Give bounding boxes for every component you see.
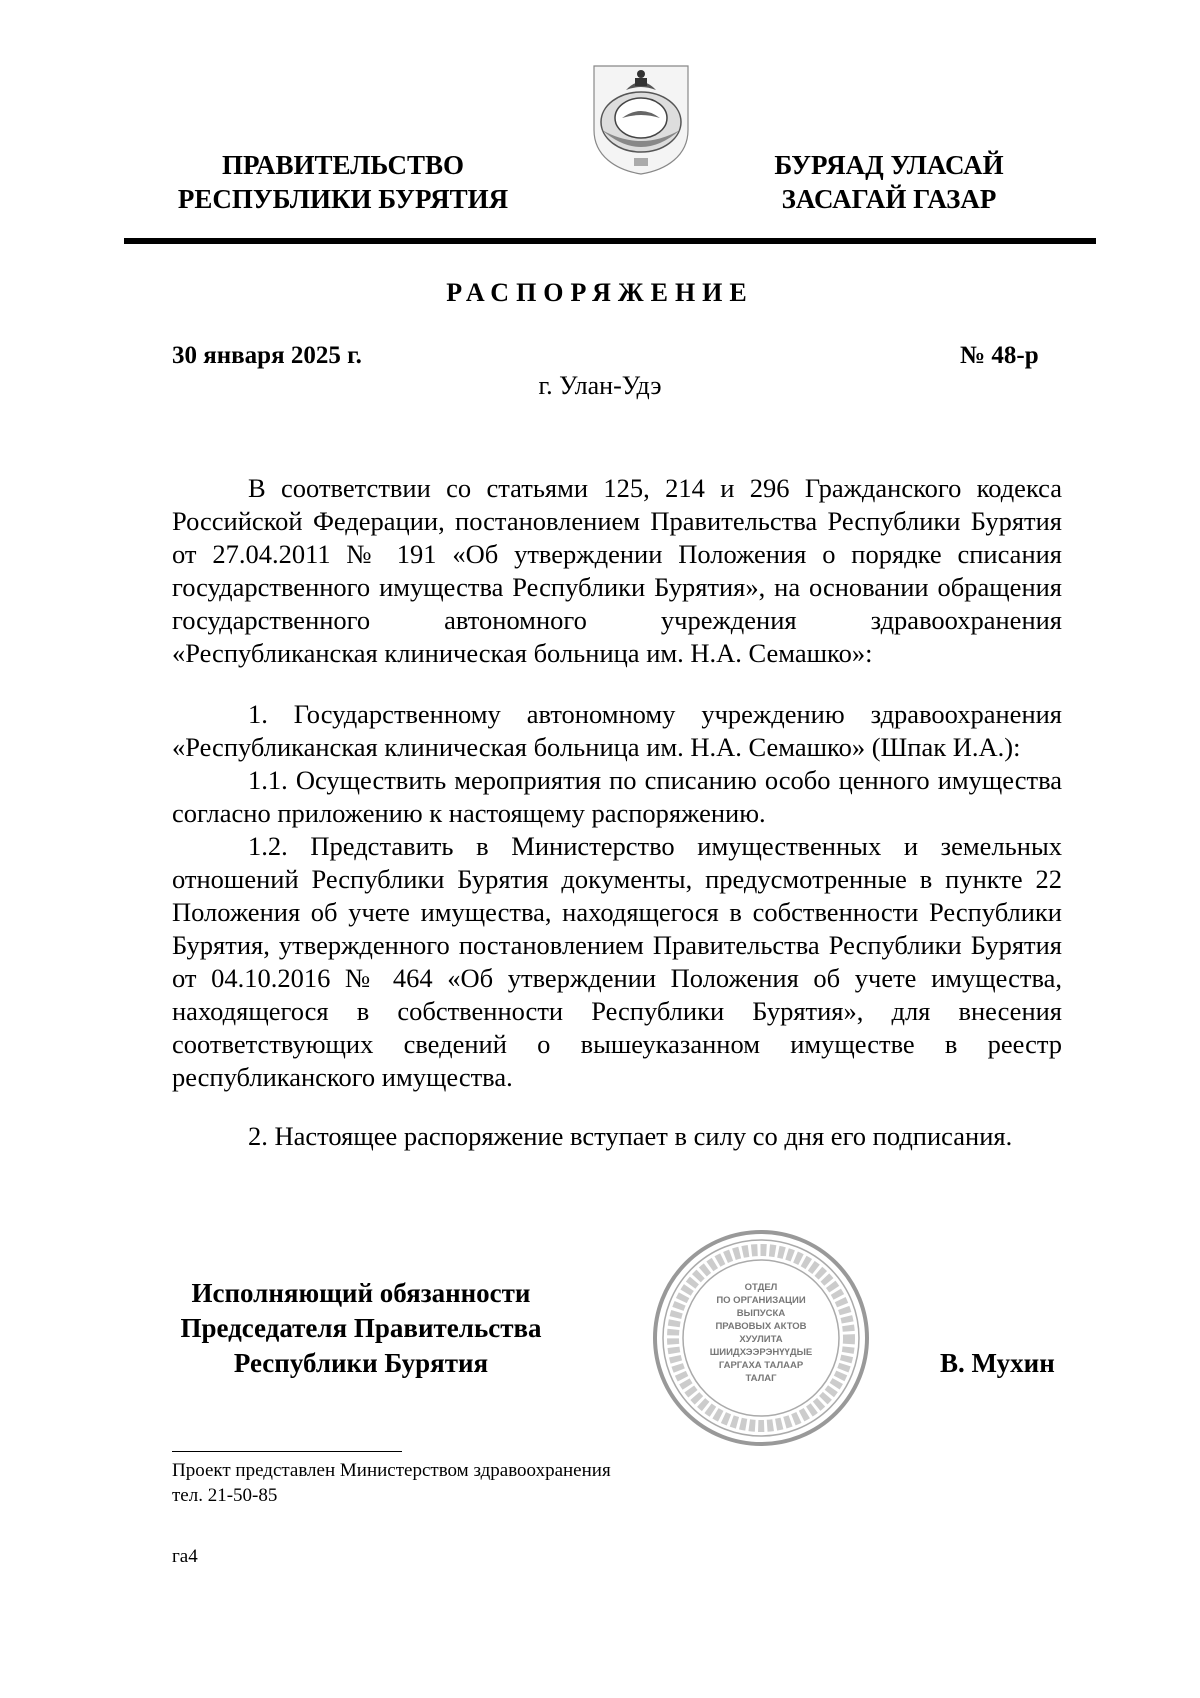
header-left bbox=[158, 148, 528, 216]
item-1-1: 1.1. Осуществить мероприятия по списанию особо ценного имущества согласно приложению к настоящему распоряжению. bbox=[172, 765, 1062, 828]
official-stamp bbox=[651, 1227, 871, 1449]
coat-of-arms-emblem bbox=[586, 60, 696, 176]
signatory-position-line3: Республики Бурятия bbox=[233, 1348, 489, 1378]
header-right-line1: БУРЯАД УЛАСАЙ bbox=[774, 150, 1004, 180]
preamble bbox=[172, 472, 1062, 670]
header-divider bbox=[124, 238, 1096, 244]
footer-divider bbox=[172, 1451, 402, 1452]
header-right-line2: ЗАСАГАЙ ГАЗАР bbox=[781, 184, 997, 214]
signatory-position-line1: Исполняющий обязанности bbox=[191, 1278, 531, 1308]
header-left-line1: ПРАВИТЕЛЬСТВО bbox=[221, 150, 465, 180]
signatory-position-line2: Председателя Правительства bbox=[180, 1313, 542, 1343]
document-city: г. Улан-Удэ bbox=[538, 371, 662, 400]
footer-prepared-by: Проект представлен Министерством здравоохранения bbox=[172, 1460, 611, 1481]
signatory-position bbox=[166, 1276, 556, 1381]
document-title: РАСПОРЯЖЕНИЕ bbox=[446, 278, 754, 307]
stamp-center-text: ОТДЕЛ ПО ОРГАНИЗАЦИИ ВЫПУСКА ПРАВОВЫХ АКТОВ ХУУЛИТА ШИИДХЭЭРЭНҮҮДЫЕ ГАРГАХА ТАЛААР ТАЛАГ bbox=[709, 1282, 813, 1384]
preamble-text: В соответствии со статьями 125, 214 и 296 Гражданского кодекса Российской Федерации, постановлением Правительства Республики Бурятия от 27.04.2011 № 191 «Об утверждении Положения о порядке списания государственного имущества Республики Бурятия», на основании обращения государственного автономного учреждения здравоохранения «Республиканская клиническая больница им. Н.А. Семашко»: bbox=[172, 473, 1062, 668]
document-date: 30 января 2025 г. bbox=[172, 342, 362, 369]
signatory-name: В. Мухин bbox=[940, 1348, 1055, 1378]
document-number: № 48-р bbox=[960, 342, 1039, 369]
header-left-line2: РЕСПУБЛИКИ БУРЯТИЯ bbox=[177, 184, 509, 214]
header-right bbox=[730, 148, 1048, 216]
item-1-2: 1.2. Представить в Министерство имущественных и земельных отношений Республики Бурятия документы, предусмотренные в пункте 22 Положения об учете имущества, находящегося в собственности Республики Бурятия, утвержденного постановлением Правительства Республики Бурятия от 04.10.2016 № 464 «Об утверждении Положения об учете имущества, находящегося в собственности Республики Бурятия», для внесения соответствующих сведений о вышеуказанном имуществе в реестр республиканского имущества. bbox=[172, 831, 1062, 1092]
items-block bbox=[172, 698, 1062, 1094]
footer-code: га4 bbox=[172, 1546, 198, 1567]
item-2-block bbox=[172, 1120, 1062, 1153]
item-2: 2. Настоящее распоряжение вступает в силу со дня его подписания. bbox=[248, 1121, 1013, 1151]
item-1: 1. Государственному автономному учреждению здравоохранения «Республиканская клиническая больница им. Н.А. Семашко» (Шпак И.А.): bbox=[172, 699, 1062, 762]
footer-phone: тел. 21-50-85 bbox=[172, 1485, 278, 1506]
